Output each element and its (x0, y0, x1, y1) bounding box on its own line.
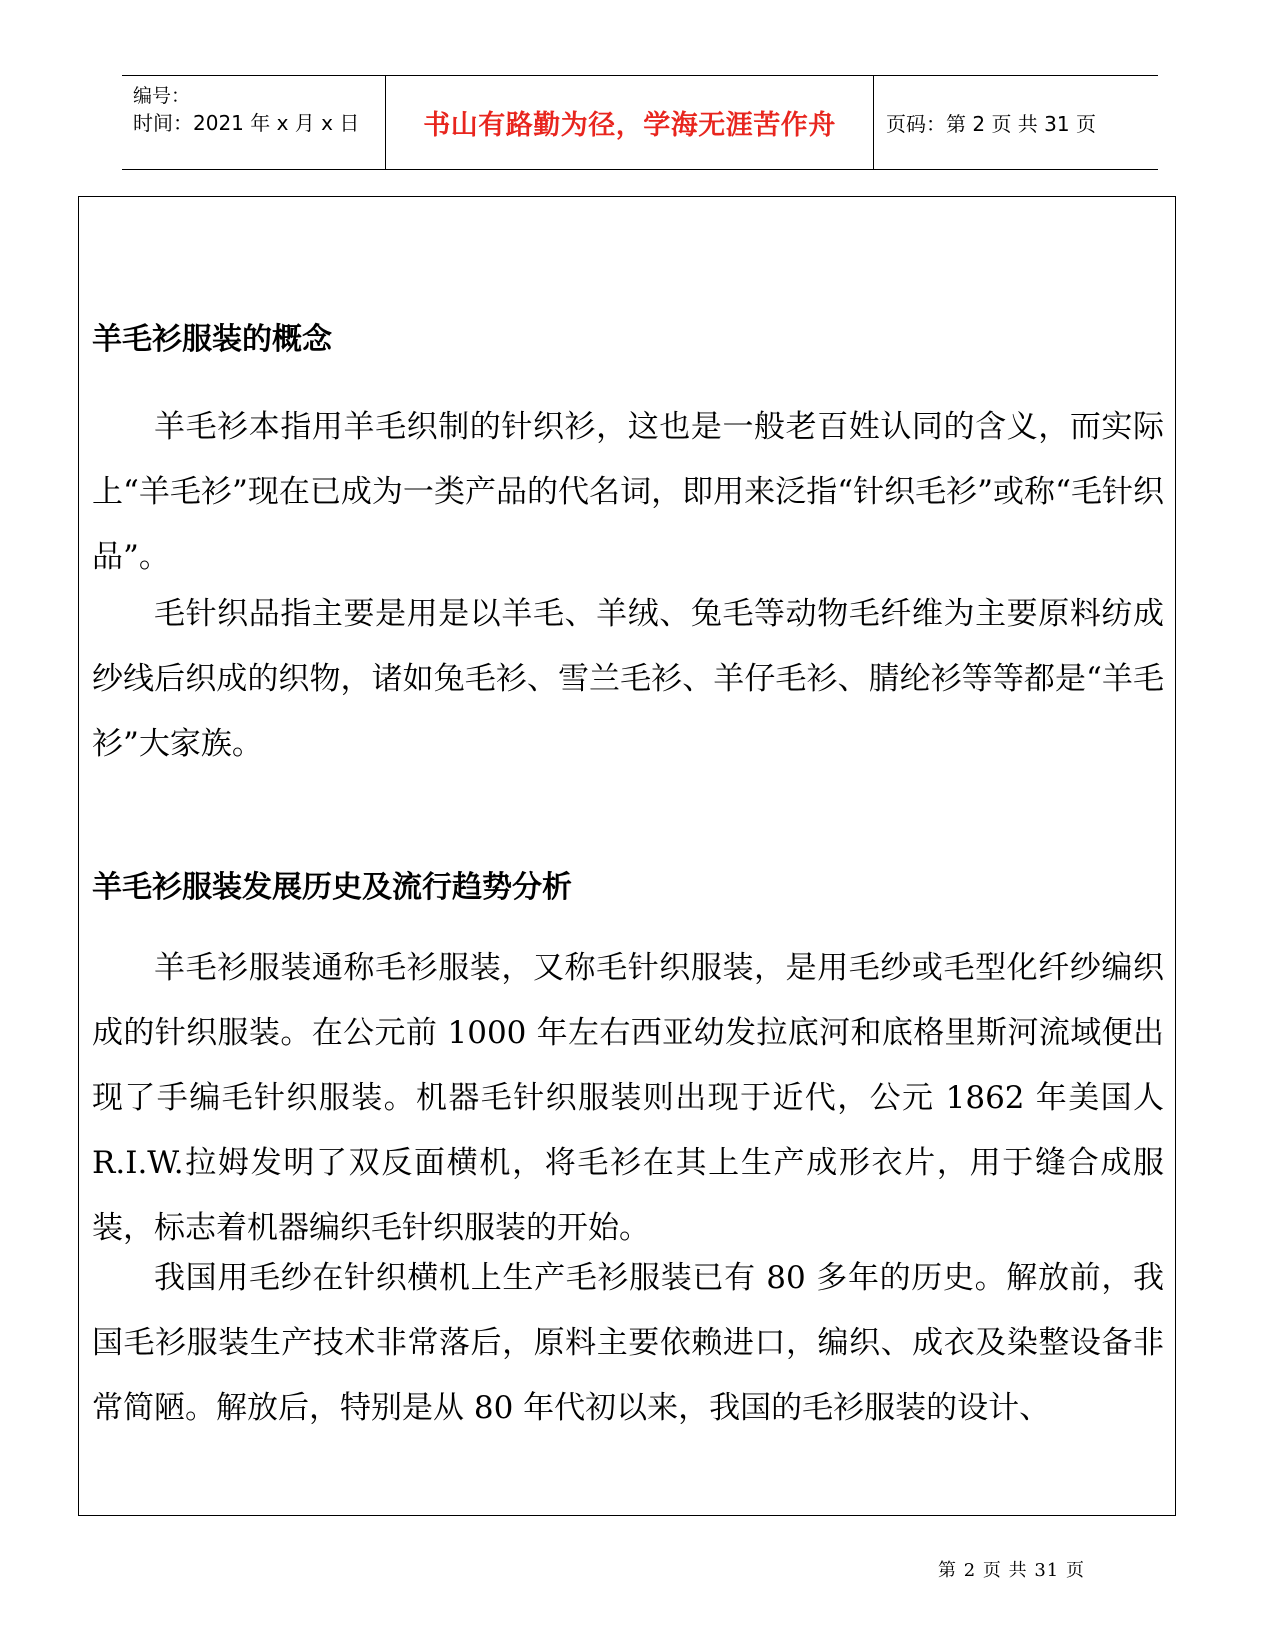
paragraph-history-1: 羊毛衫服装通称毛衫服装，又称毛针织服装，是用毛纱或毛型化纤纱编织成的针织服装。在公元前 1000 年左右西亚幼发拉底河和底格里斯河流域便出现了手编毛针织服装。机器毛针织服装则出现于近代，公元 1862 年美国人 R.I.W.拉姆发明了双反面横机，将毛衫在其上生产成形衣片，用于缝合成服装，标志着机器编织毛针织服装的开始。 (92, 950, 1164, 1246)
paragraph-concept-2: 毛针织品指主要是用是以羊毛、羊绒、兔毛等动物毛纤维为主要原料纺成纱线后织成的织物，诸如兔毛衫、雪兰毛衫、羊仔毛衫、腈纶衫等等都是“羊毛衫”大家族。 (92, 596, 1164, 762)
paragraph-concept-1: 羊毛衫本指用羊毛织制的针织衫，这也是一般老百姓认同的含义，而实际上“羊毛衫”现在已成为一类产品的代名词，即用来泛指“针织毛衫”或称“毛针织品”。 (92, 409, 1164, 575)
motto: 书山有路勤为径，学海无涯苦作舟 (423, 110, 836, 141)
section-title-concept: 羊毛衫服装的概念 (92, 322, 332, 357)
header-page-cell (874, 76, 1158, 169)
page-footer: 第 2 页 共 31 页 (938, 1560, 1085, 1581)
header-motto-cell (385, 76, 874, 169)
document-number: 编号： (133, 85, 191, 107)
document-header (122, 75, 1158, 170)
section-title-history: 羊毛衫服装发展历史及流行趋势分析 (92, 870, 572, 905)
content-box (78, 196, 1176, 1516)
paragraph-history-2: 我国用毛纱在针织横机上生产毛衫服装已有 80 多年的历史。解放前，我国毛衫服装生产技术非常落后，原料主要依赖进口，编织、成衣及染整设备非常简陋。解放后，特别是从 80 年代初以来，我国的毛衫服装的设计、 (92, 1260, 1164, 1426)
header-page-info: 页码：第 2 页 共 31 页 (886, 112, 1096, 136)
header-meta-cell (122, 76, 385, 169)
document-time: 时间：2021 年 x 月 x 日 (133, 111, 360, 135)
